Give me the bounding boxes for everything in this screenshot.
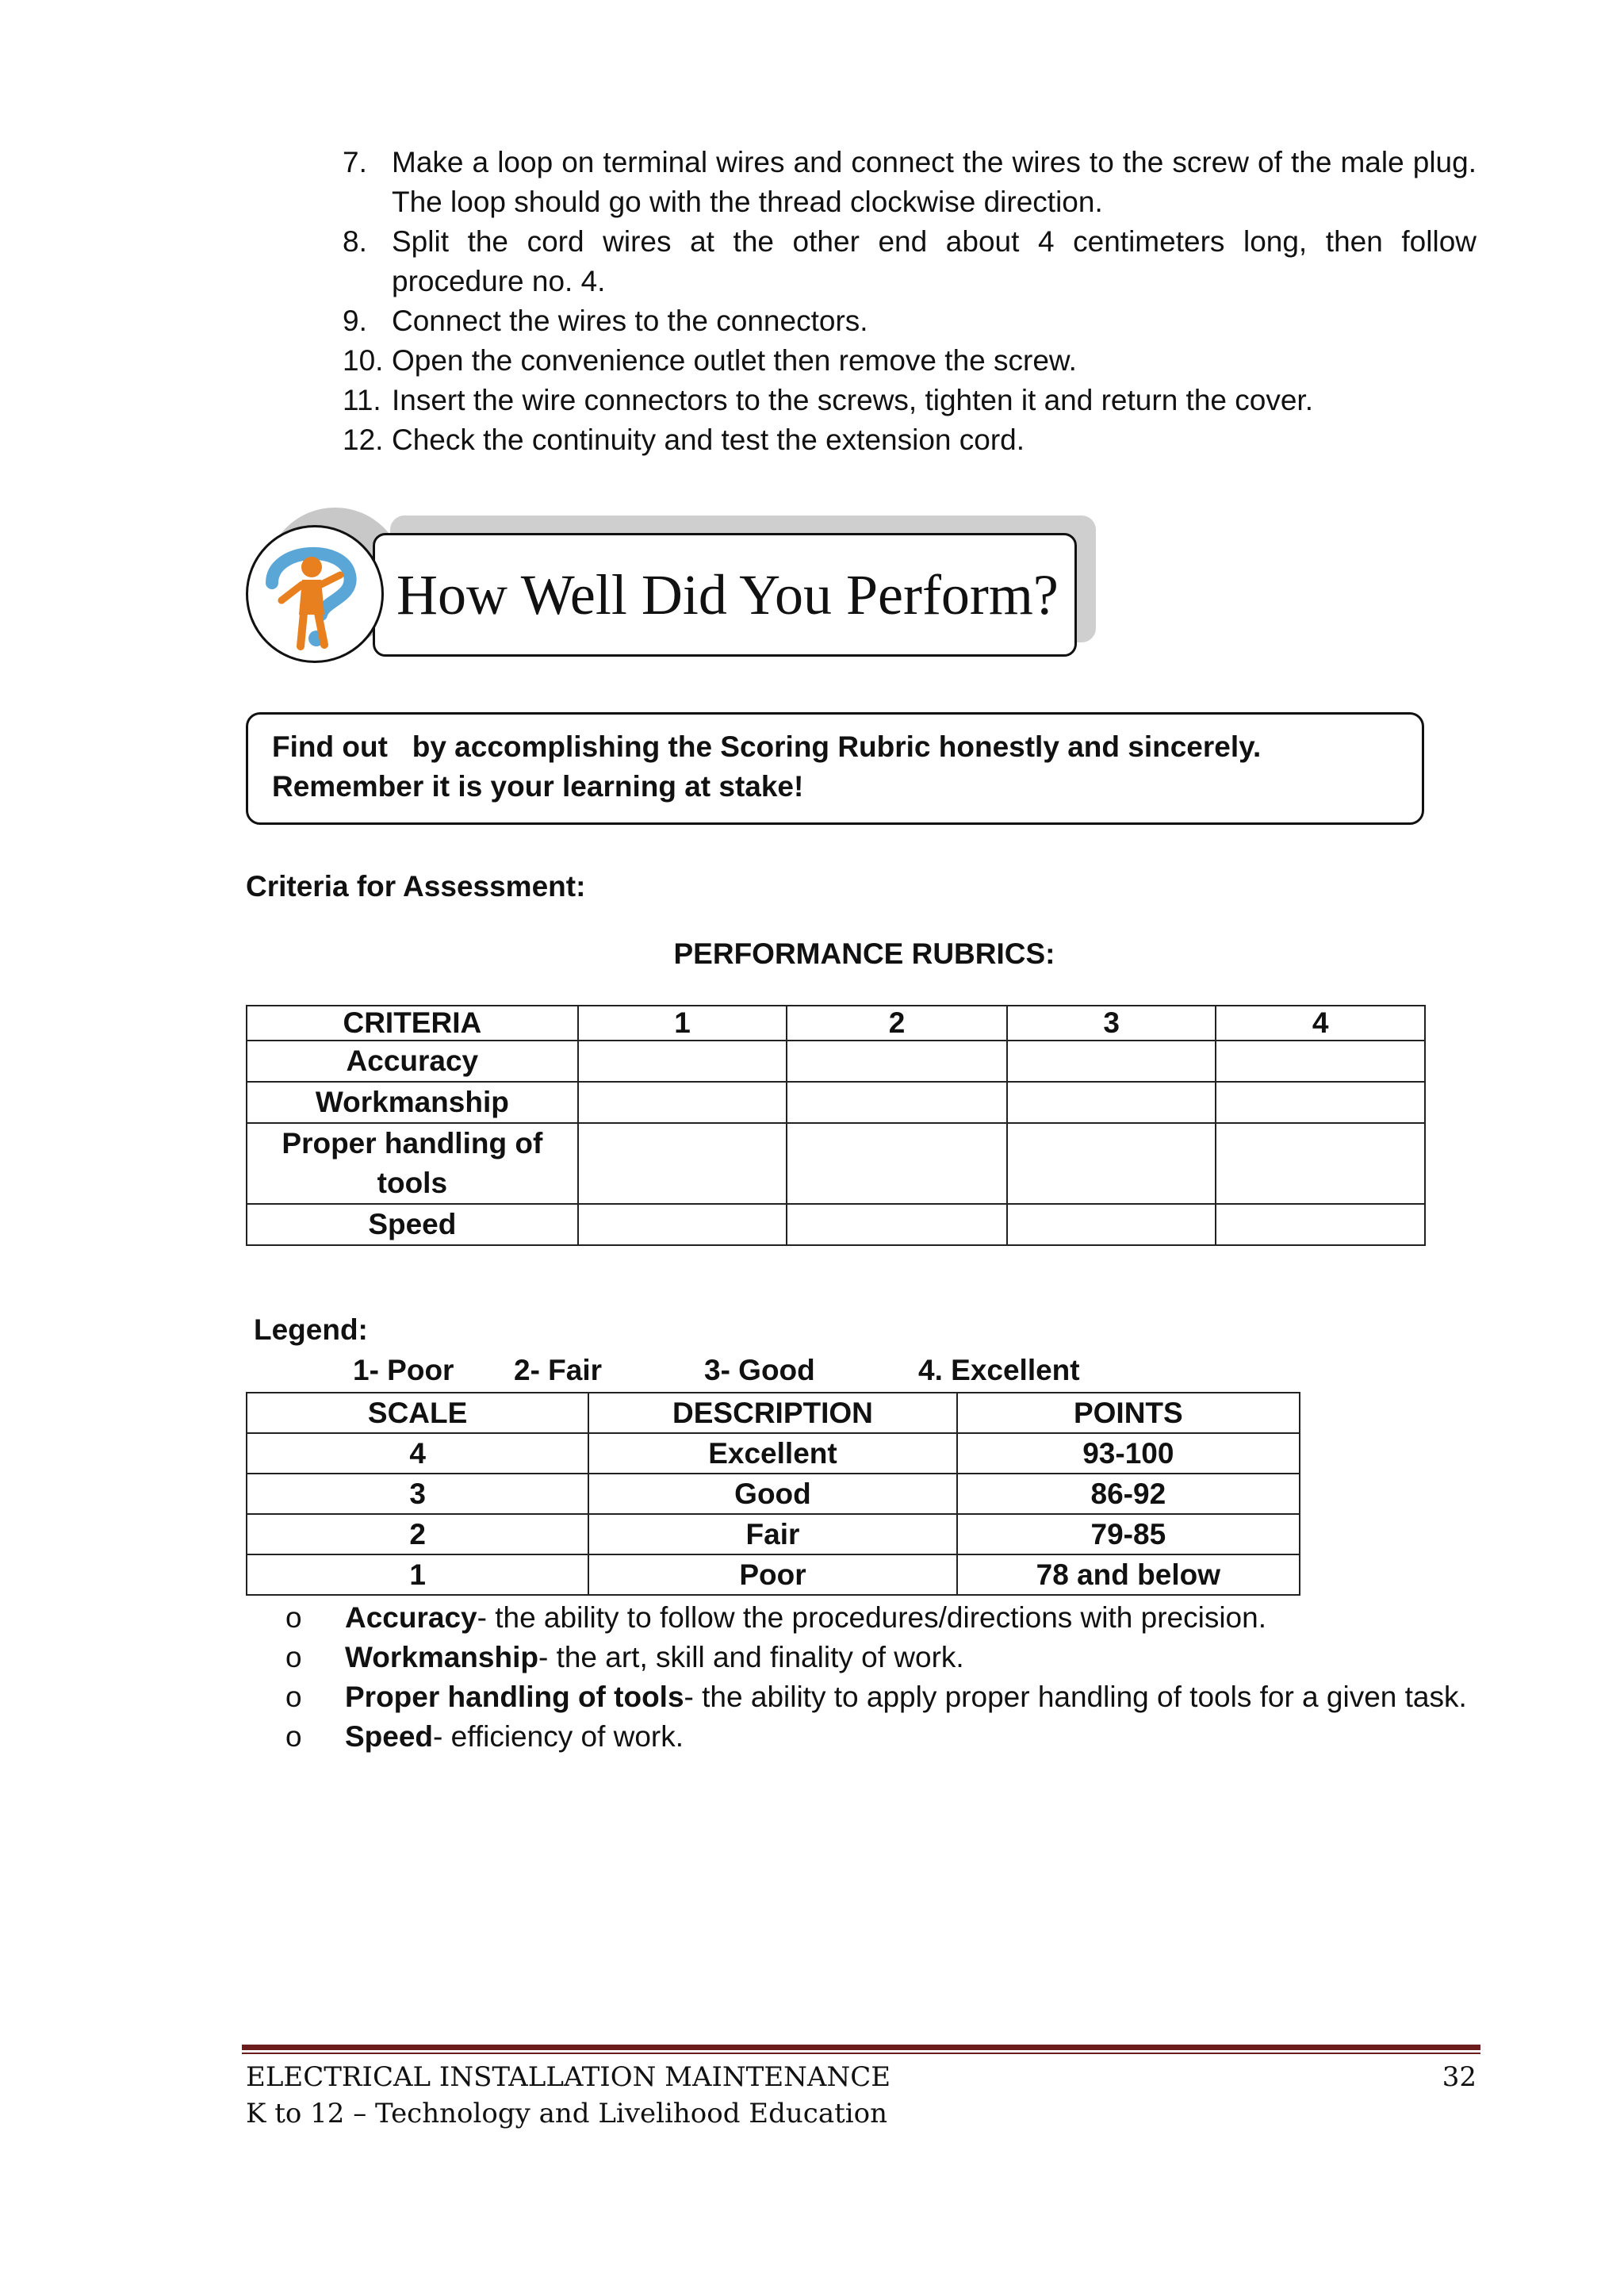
definition-desc: - the art, skill and finality of work.	[538, 1641, 964, 1673]
footer-rule	[242, 2053, 1480, 2054]
criteria-cell: Proper handling of tools	[247, 1123, 578, 1204]
list-item	[285, 1598, 1477, 1638]
legend-item: 4. Excellent	[918, 1354, 1080, 1386]
header-cell: 4	[1216, 1006, 1425, 1041]
header-cell: DESCRIPTION	[588, 1393, 956, 1433]
footer-subject: ELECTRICAL INSTALLATION MAINTENANCE	[246, 2061, 891, 2093]
bullet: o	[285, 1720, 302, 1753]
points-cell: 78 and below	[957, 1554, 1300, 1595]
header-cell: 3	[1007, 1006, 1216, 1041]
list-item	[285, 1677, 1477, 1717]
criteria-label: Criteria for Assessment:	[246, 870, 586, 903]
step-item: 8. Split the cord wires at the other end about 4 centimeters long, then follow procedure no. 4.	[343, 225, 1477, 297]
score-cell[interactable]	[1216, 1123, 1425, 1204]
points-cell: 79-85	[957, 1514, 1300, 1554]
list-item	[285, 1638, 1477, 1677]
table-row	[247, 1474, 1300, 1514]
table-row	[247, 1041, 1425, 1082]
score-cell[interactable]	[787, 1204, 1007, 1245]
score-cell[interactable]	[787, 1041, 1007, 1082]
instruction-box: Find out by accomplishing the Scoring Rubric honestly and sincerely. Remember it is your learning at stake!	[246, 712, 1424, 825]
step-item: 10. Open the convenience outlet then remove the screw.	[343, 344, 1077, 377]
score-cell[interactable]	[1216, 1041, 1425, 1082]
description-cell: Excellent	[588, 1433, 956, 1474]
header-cell: 1	[578, 1006, 787, 1041]
score-cell[interactable]	[578, 1123, 787, 1204]
definition-term: Accuracy	[345, 1601, 477, 1634]
score-cell[interactable]	[1007, 1082, 1216, 1123]
legend-item: 3- Good	[704, 1354, 815, 1386]
list-item	[285, 1717, 1477, 1757]
legend-label: Legend:	[254, 1313, 368, 1346]
points-cell: 93-100	[957, 1433, 1300, 1474]
definition-term: Proper handling of tools	[345, 1681, 684, 1713]
criteria-cell: Speed	[247, 1204, 578, 1245]
procedure-steps	[343, 143, 1477, 460]
bullet: o	[285, 1601, 302, 1634]
table-row	[247, 1514, 1300, 1554]
definition-term: Speed	[345, 1720, 434, 1753]
score-cell[interactable]	[787, 1082, 1007, 1123]
step-item: 9. Connect the wires to the connectors.	[343, 305, 868, 337]
header-cell: SCALE	[247, 1393, 588, 1433]
page-number: 32	[1442, 2061, 1477, 2093]
score-cell[interactable]	[1007, 1123, 1216, 1204]
question-figure-icon	[246, 525, 384, 663]
definition-desc: - the ability to follow the procedures/directions with precision.	[477, 1601, 1266, 1634]
footer-rule	[242, 2045, 1480, 2050]
bullet: o	[285, 1681, 302, 1713]
step-item: 7. Make a loop on terminal wires and connect the wires to the screw of the male plug. The loop should go with the thread clockwise direction.	[343, 146, 1477, 218]
performance-rubric-table	[246, 1005, 1426, 1246]
description-cell: Fair	[588, 1514, 956, 1554]
header-cell: CRITERIA	[247, 1006, 578, 1041]
legend-item: 2- Fair	[514, 1354, 603, 1386]
rubrics-title: PERFORMANCE RUBRICS:	[673, 937, 1055, 970]
criteria-cell: Accuracy	[247, 1041, 578, 1082]
table-row	[247, 1082, 1425, 1123]
description-cell: Good	[588, 1474, 956, 1514]
scale-cell: 4	[247, 1433, 588, 1474]
step-item: 12. Check the continuity and test the extension cord.	[343, 424, 1025, 456]
step-item: 11. Insert the wire connectors to the screws, tighten it and return the cover.	[343, 384, 1313, 416]
score-cell[interactable]	[578, 1041, 787, 1082]
criteria-definitions	[285, 1598, 1477, 1757]
bullet: o	[285, 1641, 302, 1673]
header-cell: 2	[787, 1006, 1007, 1041]
header-cell: POINTS	[957, 1393, 1300, 1433]
table-header-row	[247, 1006, 1425, 1041]
score-cell[interactable]	[578, 1082, 787, 1123]
footer-program: K to 12 – Technology and Livelihood Education	[246, 2098, 887, 2129]
definition-term: Workmanship	[345, 1641, 538, 1673]
points-cell: 86-92	[957, 1474, 1300, 1514]
score-cell[interactable]	[787, 1123, 1007, 1204]
scale-cell: 2	[247, 1514, 588, 1554]
score-cell[interactable]	[1007, 1041, 1216, 1082]
score-cell[interactable]	[1216, 1082, 1425, 1123]
table-row	[247, 1204, 1425, 1245]
scale-cell: 3	[247, 1474, 588, 1514]
description-cell: Poor	[588, 1554, 956, 1595]
table-row	[247, 1433, 1300, 1474]
score-cell[interactable]	[1216, 1204, 1425, 1245]
score-cell[interactable]	[1007, 1204, 1216, 1245]
definition-desc: - the ability to apply proper handling of tools for a given task.	[684, 1681, 1467, 1713]
scale-cell: 1	[247, 1554, 588, 1595]
legend-item: 1- Poor	[353, 1354, 454, 1386]
table-row	[247, 1123, 1425, 1204]
table-header-row	[247, 1393, 1300, 1433]
criteria-cell: Workmanship	[247, 1082, 578, 1123]
section-title: How Well Did You Perform?	[396, 563, 1059, 627]
scale-table	[246, 1392, 1300, 1596]
table-row	[247, 1554, 1300, 1595]
definition-desc: - efficiency of work.	[433, 1720, 684, 1753]
score-cell[interactable]	[578, 1204, 787, 1245]
